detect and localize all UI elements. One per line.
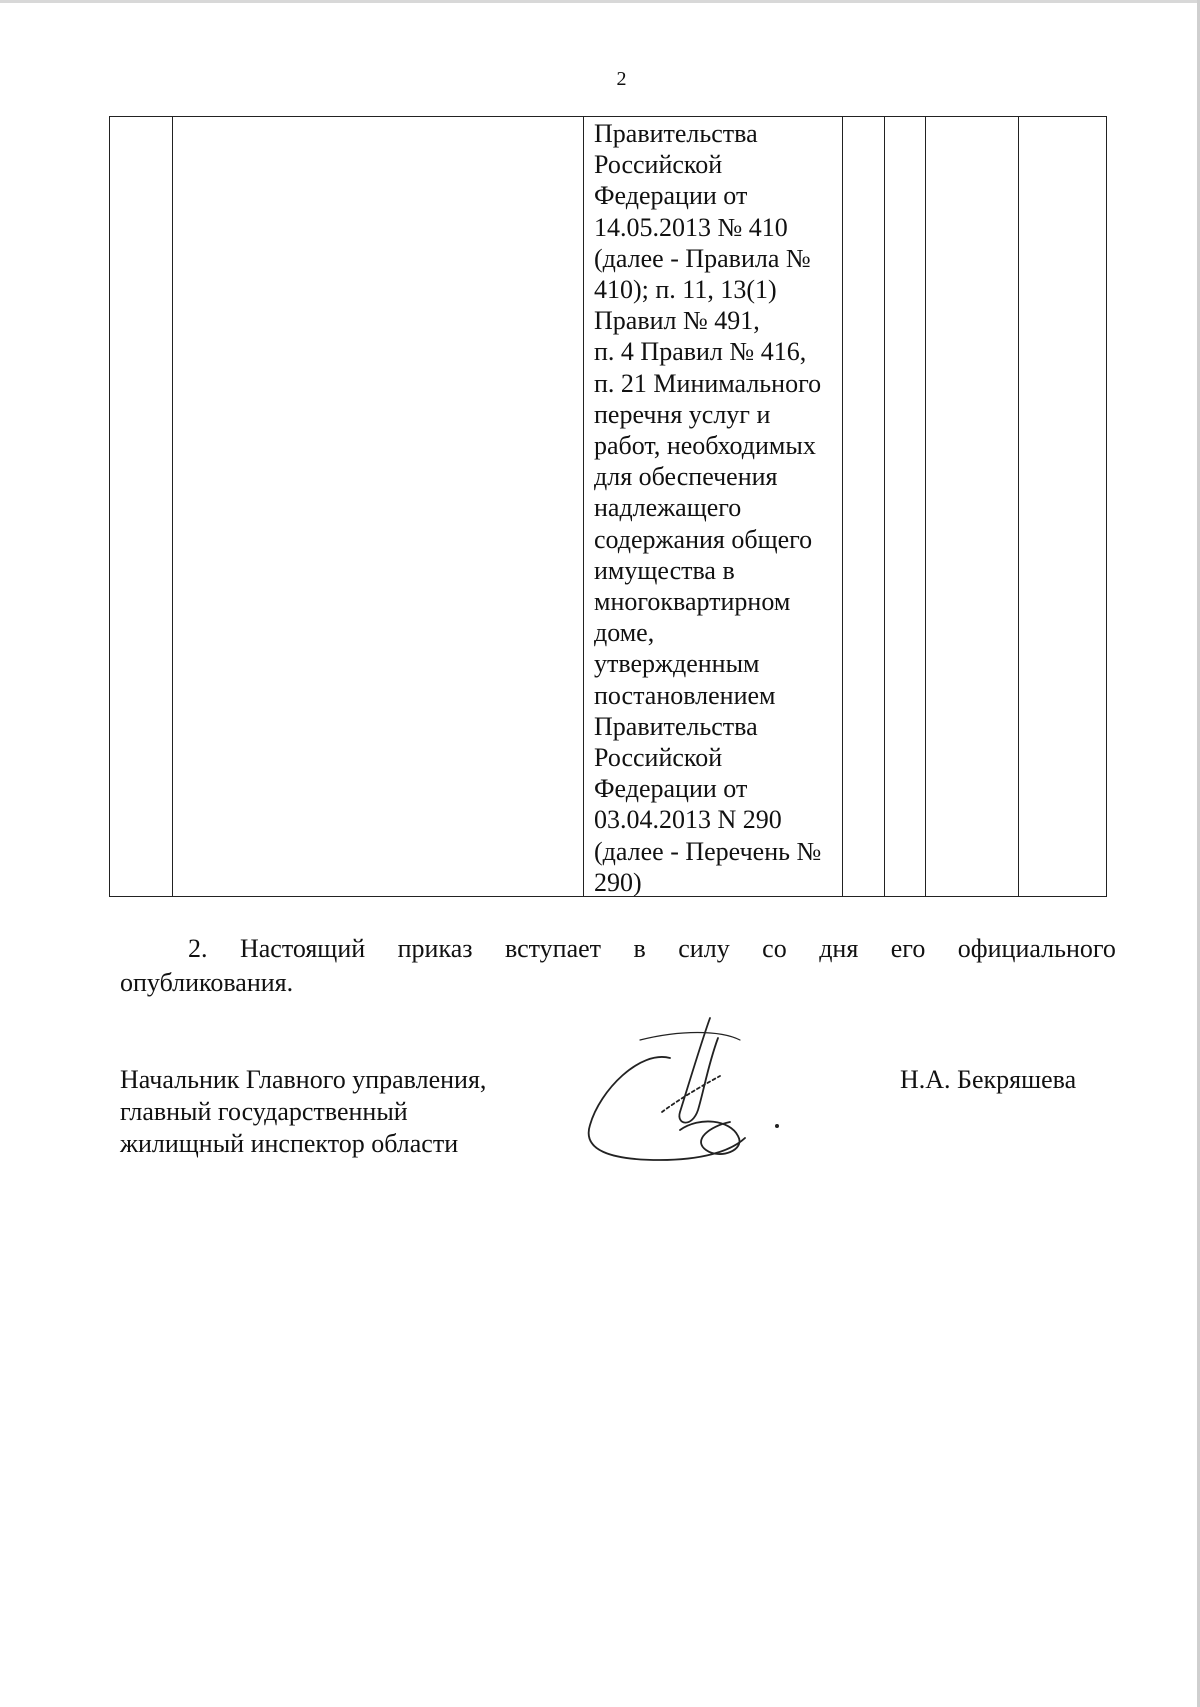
order-word: в bbox=[633, 934, 646, 963]
order-word: дня bbox=[819, 934, 859, 963]
order-word: приказ bbox=[397, 934, 473, 963]
signer-position-title: Начальник Главного управления, главный государственный жилищный инспектор области bbox=[120, 1065, 487, 1158]
order-word: официального bbox=[957, 934, 1116, 963]
table-column-divider bbox=[1018, 117, 1019, 896]
table-cell-legal-references: Правительства Российской Федерации от 14.05.2013 № 410 (далее - Правила № 410); п. 11, 13(1) Правил № 491, п. 4 Правил № 416, п. 21 Минимального перечня услуг и работ, необходимых для обеспечения надлежащего содержания общего имущества в многоквартирном доме, утвержденным постановлением Правительства Российской Федерации от 03.04.2013 N 290 (далее - Перечень № 290) bbox=[594, 119, 822, 897]
table-column-divider bbox=[583, 117, 584, 896]
page-top-edge bbox=[0, 0, 1200, 3]
order-word: 2. bbox=[188, 934, 208, 963]
page-number: 2 bbox=[616, 68, 627, 90]
handwritten-signature bbox=[580, 1010, 800, 1185]
order-word: его bbox=[890, 934, 926, 963]
table-column-divider bbox=[842, 117, 843, 896]
order-paragraph-line-2: опубликования. bbox=[120, 968, 294, 997]
table-column-divider bbox=[884, 117, 885, 896]
signer-name: Н.А. Бекряшева bbox=[900, 1065, 1077, 1094]
order-word: Настоящий bbox=[239, 934, 366, 963]
table-column-divider bbox=[172, 117, 173, 896]
order-paragraph bbox=[120, 932, 1116, 1000]
order-word: силу bbox=[678, 934, 730, 963]
order-paragraph-line-1 bbox=[120, 932, 1116, 966]
table-column-divider bbox=[925, 117, 926, 896]
order-word: вступает bbox=[505, 934, 602, 963]
order-word: со bbox=[762, 934, 787, 963]
